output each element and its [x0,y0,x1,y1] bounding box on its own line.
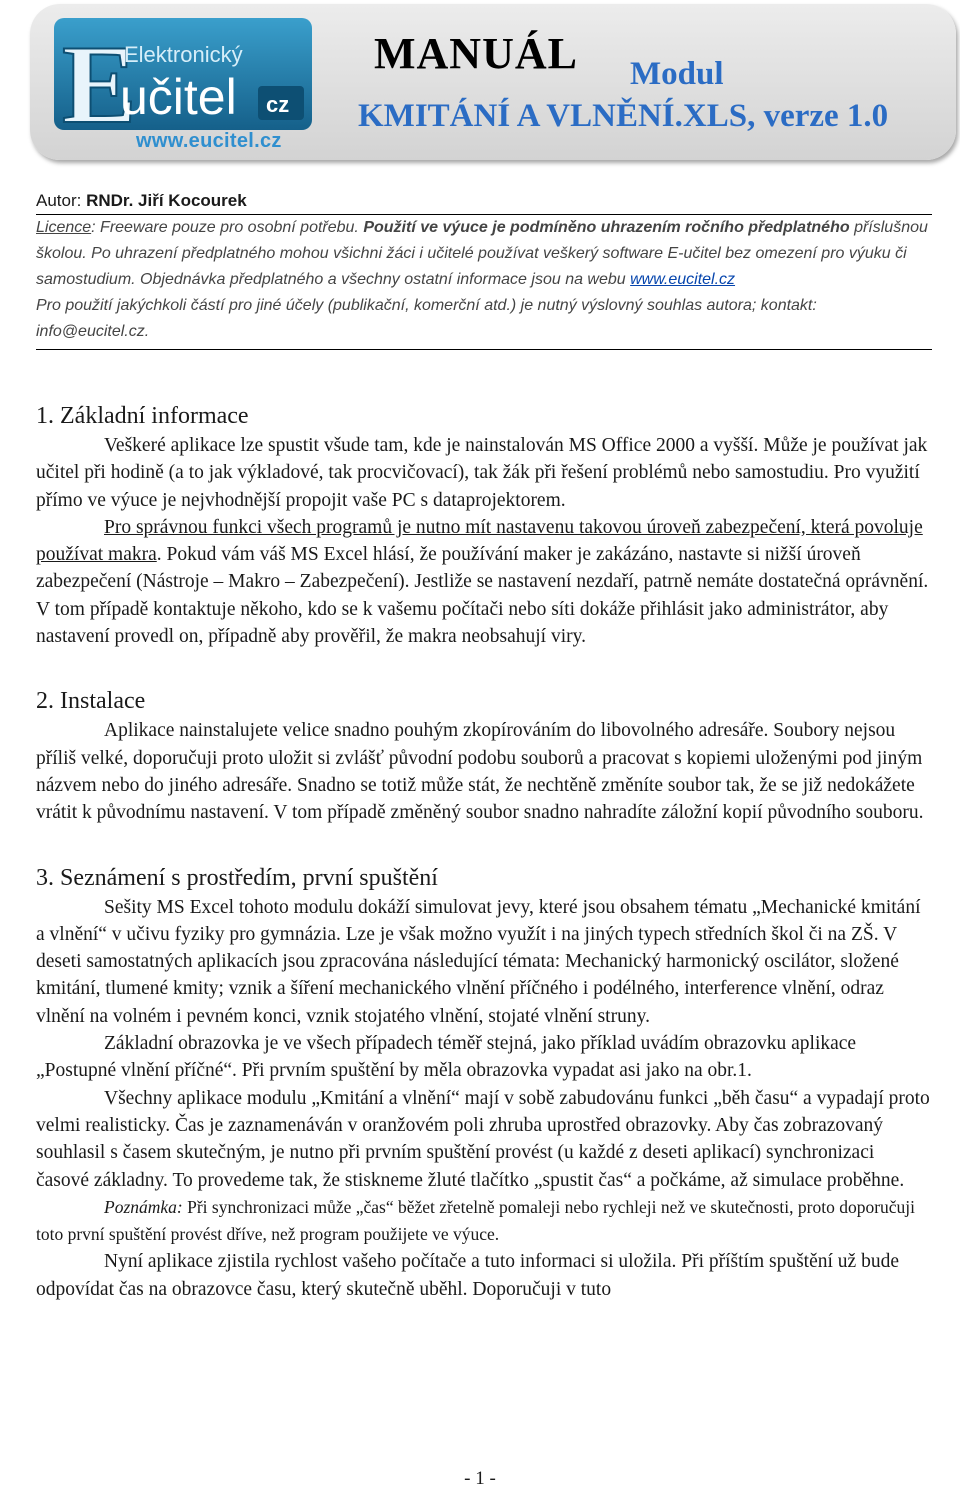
author-name: RNDr. Jiří Kocourek [86,191,247,210]
licence-text [36,215,932,293]
licence-bold: Použití ve výuce je podmíněno uhrazením ročního předplatného [363,219,850,236]
note-text: Při synchronizaci může „čas“ běžet zřetelně pomaleji nebo rychleji než ve skutečnosti, proto doporučuji toto první spuštění provést dříve, než program použijete ve výuce. [36,1196,916,1245]
logo-top-text: Elektronický [124,42,243,67]
section-2-title: 2. Instalace [36,688,146,715]
section-3-note [36,1194,932,1249]
section-3-paragraph-1: Sešity MS Excel tohoto modulu dokáží simulovat jevy, které jsou obsahem tématu „Mechanické kmitání a vlnění“ v učivu fyziky pro gymnázia. Lze je však možno využít i na jiných typech středních škol či na ZŠ. V deseti samostatných aplikacích jsou zpracována následující témata: Mechanický harmonický oscilátor, složené kmitání, tlumené kmity; vznik a šíření mechanického vlnění příčného i podélného, interference vlnění, odraz vlnění na volném i pevném konci, vznik stojatého vlnění, stojaté vlnění struny. [36,896,921,1027]
logo-main-text: učitel [120,69,237,125]
author-label: Autor: [36,191,87,210]
divider-bottom [36,349,932,350]
document-body [36,400,932,1303]
logo-url[interactable]: www.eucitel.cz [136,130,282,152]
web-link[interactable]: www.eucitel.cz [630,271,736,288]
section-2-paragraph-1: Aplikace nainstalujete velice snadno pouhým zkopírováním do libovolného adresáře. Soubory nejsou příliš velké, doporučuji proto uložit si zvlášť původní podobu souborů a pracovat s kopiemi uloženými pod jiným názvem nebo do jiného adresáře. Snadno se totiž může stát, že nechtěně změníte soubor tak, že se již nedokážete vrátit k původnímu nastavení. V tom případě změněný soubor snadno nahradíte záložní kopií původního souboru. [36,720,924,824]
section-1-title: 1. Základní informace [36,403,249,429]
section-1-paragraph-1: Veškeré aplikace lze spustit všude tam, kde je nainstalován MS Office 2000 a vyšší. Může je používat jak učitel při hodině (a to jak výkladové, tak procvičovací), tak žák při řešení problémů nebo samostudiu. Pro využití přímo ve výuce je nejvhodnější propojit vaše PC s dataprojektorem. [36,435,928,511]
page-number: - 1 - [464,1468,496,1489]
section-1-paragraph-2 [36,514,932,650]
licence-label: Licence [36,219,92,236]
logo-cz-text: cz [266,92,290,117]
licence-intro: : Freeware pouze pro osobní potřebu. [91,219,364,236]
section-1-paragraph-2-rest: . Pokud vám váš MS Excel hlásí, že používání maker je zakázáno, nastavte si nižší úroveň zabezpečení (Nástroje – Makro – Zabezpečení). Jestliže se nastavení nezdaří, patrně nemáte dostatečná oprávnění. V tom případě kontaktuje někoho, kdo se k vašemu počítači nebo síti dokáže přihlásit jako administrátor, aby nastavení provedl on, případně aby prověřil, že makra neobsahují viry. [36,544,929,648]
macro-warning: Pro správnou funkci všech programů je nutno mít nastavenu takovou úroveň zabezpečení, která povoluje používat makra [36,516,923,566]
licence-rest: příslušnou školou. Po uhrazení předplatného mohou všichni žáci i učitelé používat veškerý software E-učitel bez omezení pro výuku či samostudium. Objednávka předplatného a všechny ostatní informace jsou na webu [36,219,928,288]
author-line [36,188,932,214]
document-title: MANUÁL [374,29,578,78]
usage-text: Pro použití jakýchkoli částí pro jiné účely (publikační, komerční atd.) je nutný výslovný souhlas autora; kontakt: info@eucitel.cz. [36,297,817,340]
module-name: KMITÁNÍ A VLNĚNÍ.XLS, verze 1.0 [358,98,889,134]
note-label: Poznámka: [104,1196,183,1217]
section-3-paragraph-2: Základní obrazovka je ve všech případech téměř stejná, jako příklad uvádím obrazovku aplikace „Postupné vlnění příčné“. Při prvním spuštění by měla obrazovka vypadat asi jako na obr.1. [36,1033,857,1082]
license-block [36,188,932,350]
section-3-paragraph-3: Všechny aplikace modulu „Kmitání a vlnění“ mají v sobě zabudovánu funkci „běh času“ a vypadají proto velmi realisticky. Čas je zaznamenáván v oranžovém poli zhruba uprostřed obrazovky. Aby čas zobrazovaný souhlasil s časem skutečným, je nutno při prvním spuštění provést (u každé z deseti aplikací) synchronizaci časové základny. To provedeme tak, že stiskneme žluté tlačítko „spustit čas“ a počkáme, až simulace proběhne. [36,1087,930,1191]
svg-text:E: E [62,23,137,147]
section-3-title: 3. Seznámení s prostředím, první spuštění [36,864,438,891]
section-3-paragraph-4: Nyní aplikace zjistila rychlost vašeho počítače a tuto informaci si uložila. Při příštím spuštění už bude odpovídat čas na obrazovce času, který skutečně uběhl. Doporučuji v tuto [36,1251,899,1300]
module-label: Modul [630,56,724,92]
